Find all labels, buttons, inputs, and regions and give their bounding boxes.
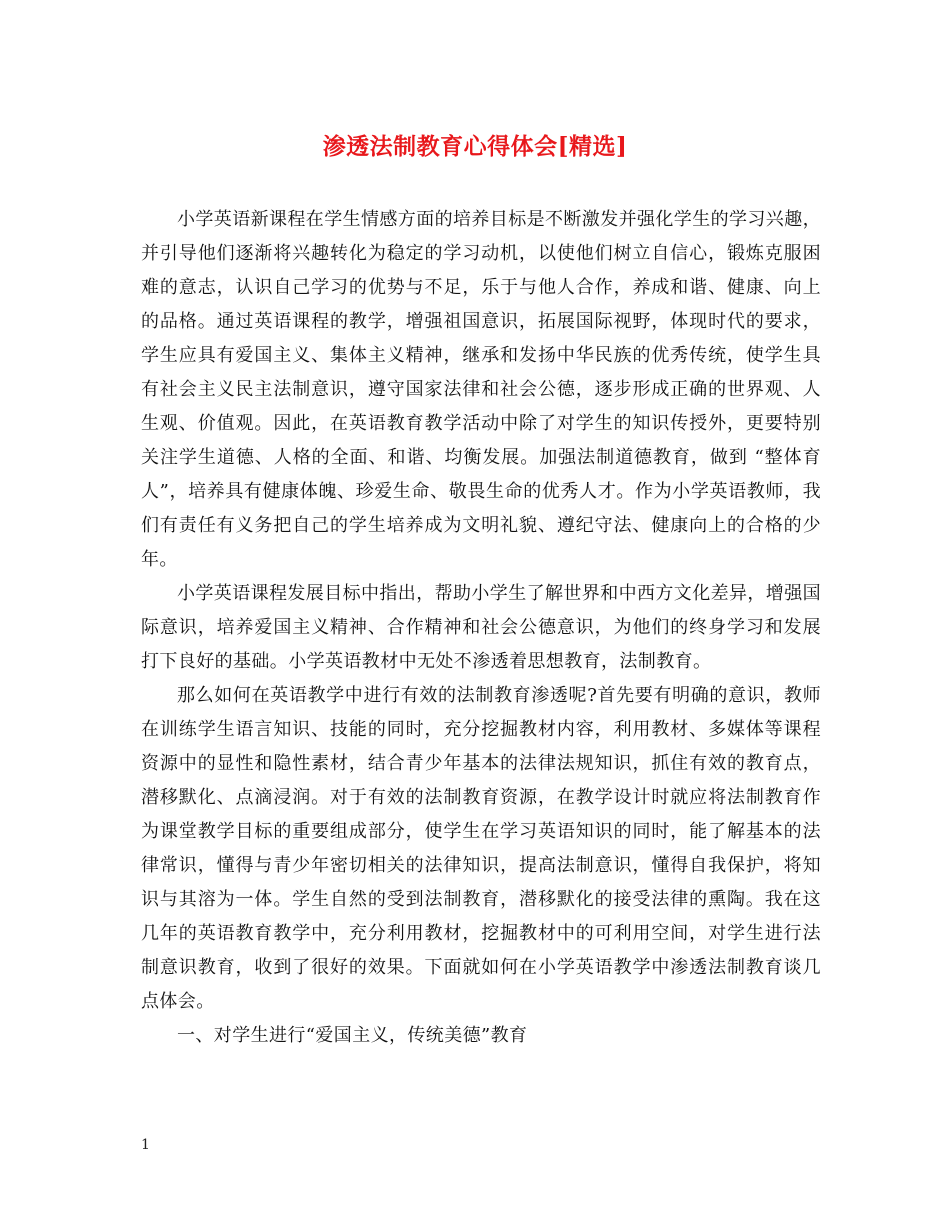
document-title: 渗透法制教育心得体会[精选]	[322, 133, 628, 160]
paragraph-3: 那么如何在英语教学中进行有效的法制教育渗透呢?首先要有明确的意识，教师在训练学生语言知识、技能的同时，充分挖掘教材内容，利用教材、多媒体等课程资源中的显性和隐性素材，结合青少年基本的法律法规知识，抓住有效的教育点，潜移默化、点滴浸润。对于有效的法制教育资源，在教学设计时就应将法制教育作为课堂教学目标的重要组成部分，使学生在学习英语知识的同时，能了解基本的法律常识，懂得与青少年密切相关的法律知识，提高法制意识，懂得自我保护，将知识与其溶为一体。学生自然的受到法制教育，潜移默化的接受法律的熏陶。我在这几年的英语教育教学中，充分利用教材，挖掘教材中的可利用空间，对学生进行法制意识教育，收到了很好的效果。下面就如何在小学英语教学中渗透法制教育谈几点体会。	[141, 685, 821, 1012]
document-body	[141, 203, 821, 1053]
paragraph-2: 小学英语课程发展目标中指出，帮助小学生了解世界和中西方文化差异，增强国际意识，培养爱国主义精神、合作精神和社会公德意识，为他们的终身学习和发展打下良好的基础。小学英语教材中无处不渗透着思想教育，法制教育。	[141, 583, 821, 672]
paragraph-1: 小学英语新课程在学生情感方面的培养目标是不断激发并强化学生的学习兴趣，并引导他们逐渐将兴趣转化为稳定的学习动机，以使他们树立自信心，锻炼克服困难的意志，认识自己学习的优势与不足，乐于与他人合作，养成和谐、健康、向上的品格。通过英语课程的教学，增强祖国意识，拓展国际视野，体现时代的要求，学生应具有爱国主义、集体主义精神，继承和发扬中华民族的优秀传统，使学生具有社会主义民主法制意识，遵守国家法律和社会公德，逐步形成正确的世界观、人生观、价值观。因此，在英语教育教学活动中除了对学生的知识传授外，更要特别关注学生道德、人格的全面、和谐、均衡发展。加强法制道德教育，做到 “整体育人”，培养具有健康体魄、珍爱生命、敬畏生命的优秀人才。作为小学英语教师，我们有责任有义务把自己的学生培养成为文明礼貌、遵纪守法、健康向上的合格的少年。	[141, 209, 821, 570]
page-number: 1	[141, 1137, 150, 1153]
section-heading-1: 一、对学生进行“爱国主义，传统美德”教育	[177, 1025, 528, 1046]
